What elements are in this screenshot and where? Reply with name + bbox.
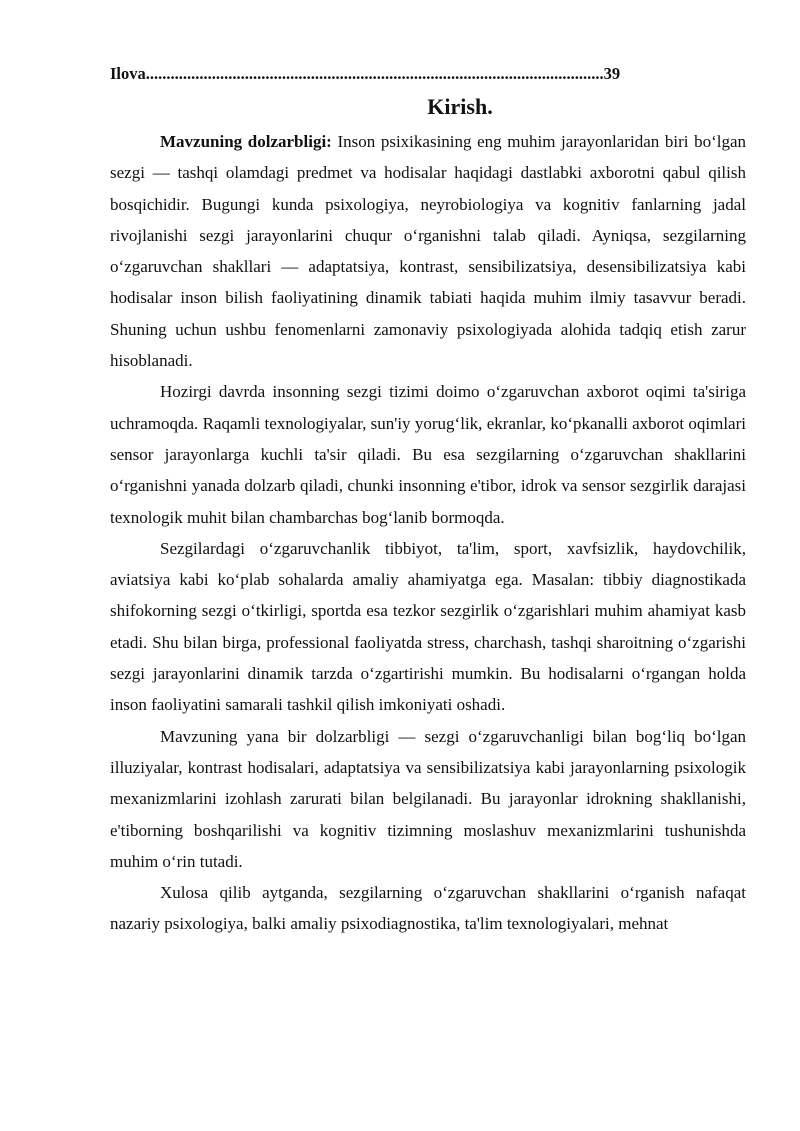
toc-entry-ilova[interactable] <box>110 62 700 86</box>
paragraph-2: Hozirgi davrda insonning sezgi tizimi doimo o‘zgaruvchan axborot oqimi ta'siriga uchramoqda. Raqamli texnologiyalar, sun'iy yorug‘lik, ekranlar, ko‘pkanalli axborot oqimlari sensor jarayonlarga kuchli ta'sir qiladi. Bu esa sezgilarning o‘zgaruvchan shakllarini o‘rganishni yanada dolzarb qiladi, chunki insonning e'tibor, idrok va sensor sezgirlik darajasi texnologik muhit bilan chambarchas bog‘lanib bormoqda. <box>110 382 746 527</box>
paragraph-lead: Mavzuning dolzarbligi: <box>160 132 332 151</box>
paragraph-1 <box>110 126 746 376</box>
paragraph-4: Mavzuning yana bir dolzarbligi — sezgi o‘zgaruvchanligi bilan bog‘liq bo‘lgan illuziyalar, kontrast hodisalari, adaptatsiya va sensibilizatsiya kabi jarayonlarning psixologik mexanizmlarini izohlash zarurati bilan belgilanadi. Bu jarayonlar idrokning shakllanishi, e'tiborning boshqarilishi va kognitiv tizimning moslashuv mexanizmlarini tushunishda muhim o‘rin tutadi. <box>110 726 746 871</box>
section-heading: Kirish. <box>427 94 493 119</box>
paragraph-text: Inson psixikasining eng muhim jarayonlaridan biri bo‘lgan sezgi — tashqi olamdagi predmet va hodisalar haqidagi dastlabki axborotni qabul qilish bosqichidir. Bugungi kunda psixologiya, neyrobiologiya va kognitiv fanlarning jadal rivojlanishi sezgi jarayonlarini chuqur o‘rganishni talab qiladi. Ayniqsa, sezgilarning o‘zgaruvchan shakllari — adaptatsiya, kontrast, sensibilizatsiya, desensibilizatsiya kabi hodisalar inson bilish faoliyatining dinamik tabiati haqida muhim ilmiy tasavvur beradi. Shuning uchun ushbu fenomenlarni zamonaviy psixologiyada alohida tadqiq etish zarur hisoblanadi. <box>110 132 746 371</box>
toc-label: Ilova <box>110 64 146 83</box>
toc-leader-dots: ............................................................................................................... <box>145 64 604 83</box>
paragraph-5: Xulosa qilib aytganda, sezgilarning o‘zgaruvchan shakllarini o‘rganish nafaqat nazariy psixologiya, balki amaliy psixodiagnostika, ta'lim texnologiyalari, mehnat <box>110 883 746 934</box>
paragraph-3: Sezgilardagi o‘zgaruvchanlik tibbiyot, ta'lim, sport, xavfsizlik, haydovchilik, aviatsiya kabi ko‘plab sohalarda amaliy ahamiyatga ega. Masalan: tibbiy diagnostikada shifokorning sezgi o‘tkirligi, sportda esa tezkor sezgirlik o‘zgarishlari muhim ahamiyat kasb etadi. Shu bilan birga, professional faoliyatda stress, charchash, tashqi sharoitning o‘zgarishi sezgi jarayonlarini dinamik tarzda o‘zgartirishi mumkin. Bu hodisalarni o‘rgangan holda inson faoliyatini samarali tashkil qilish imkoniyati oshadi. <box>110 538 746 715</box>
document-page <box>110 62 746 940</box>
toc-page-number: 39 <box>603 64 621 83</box>
